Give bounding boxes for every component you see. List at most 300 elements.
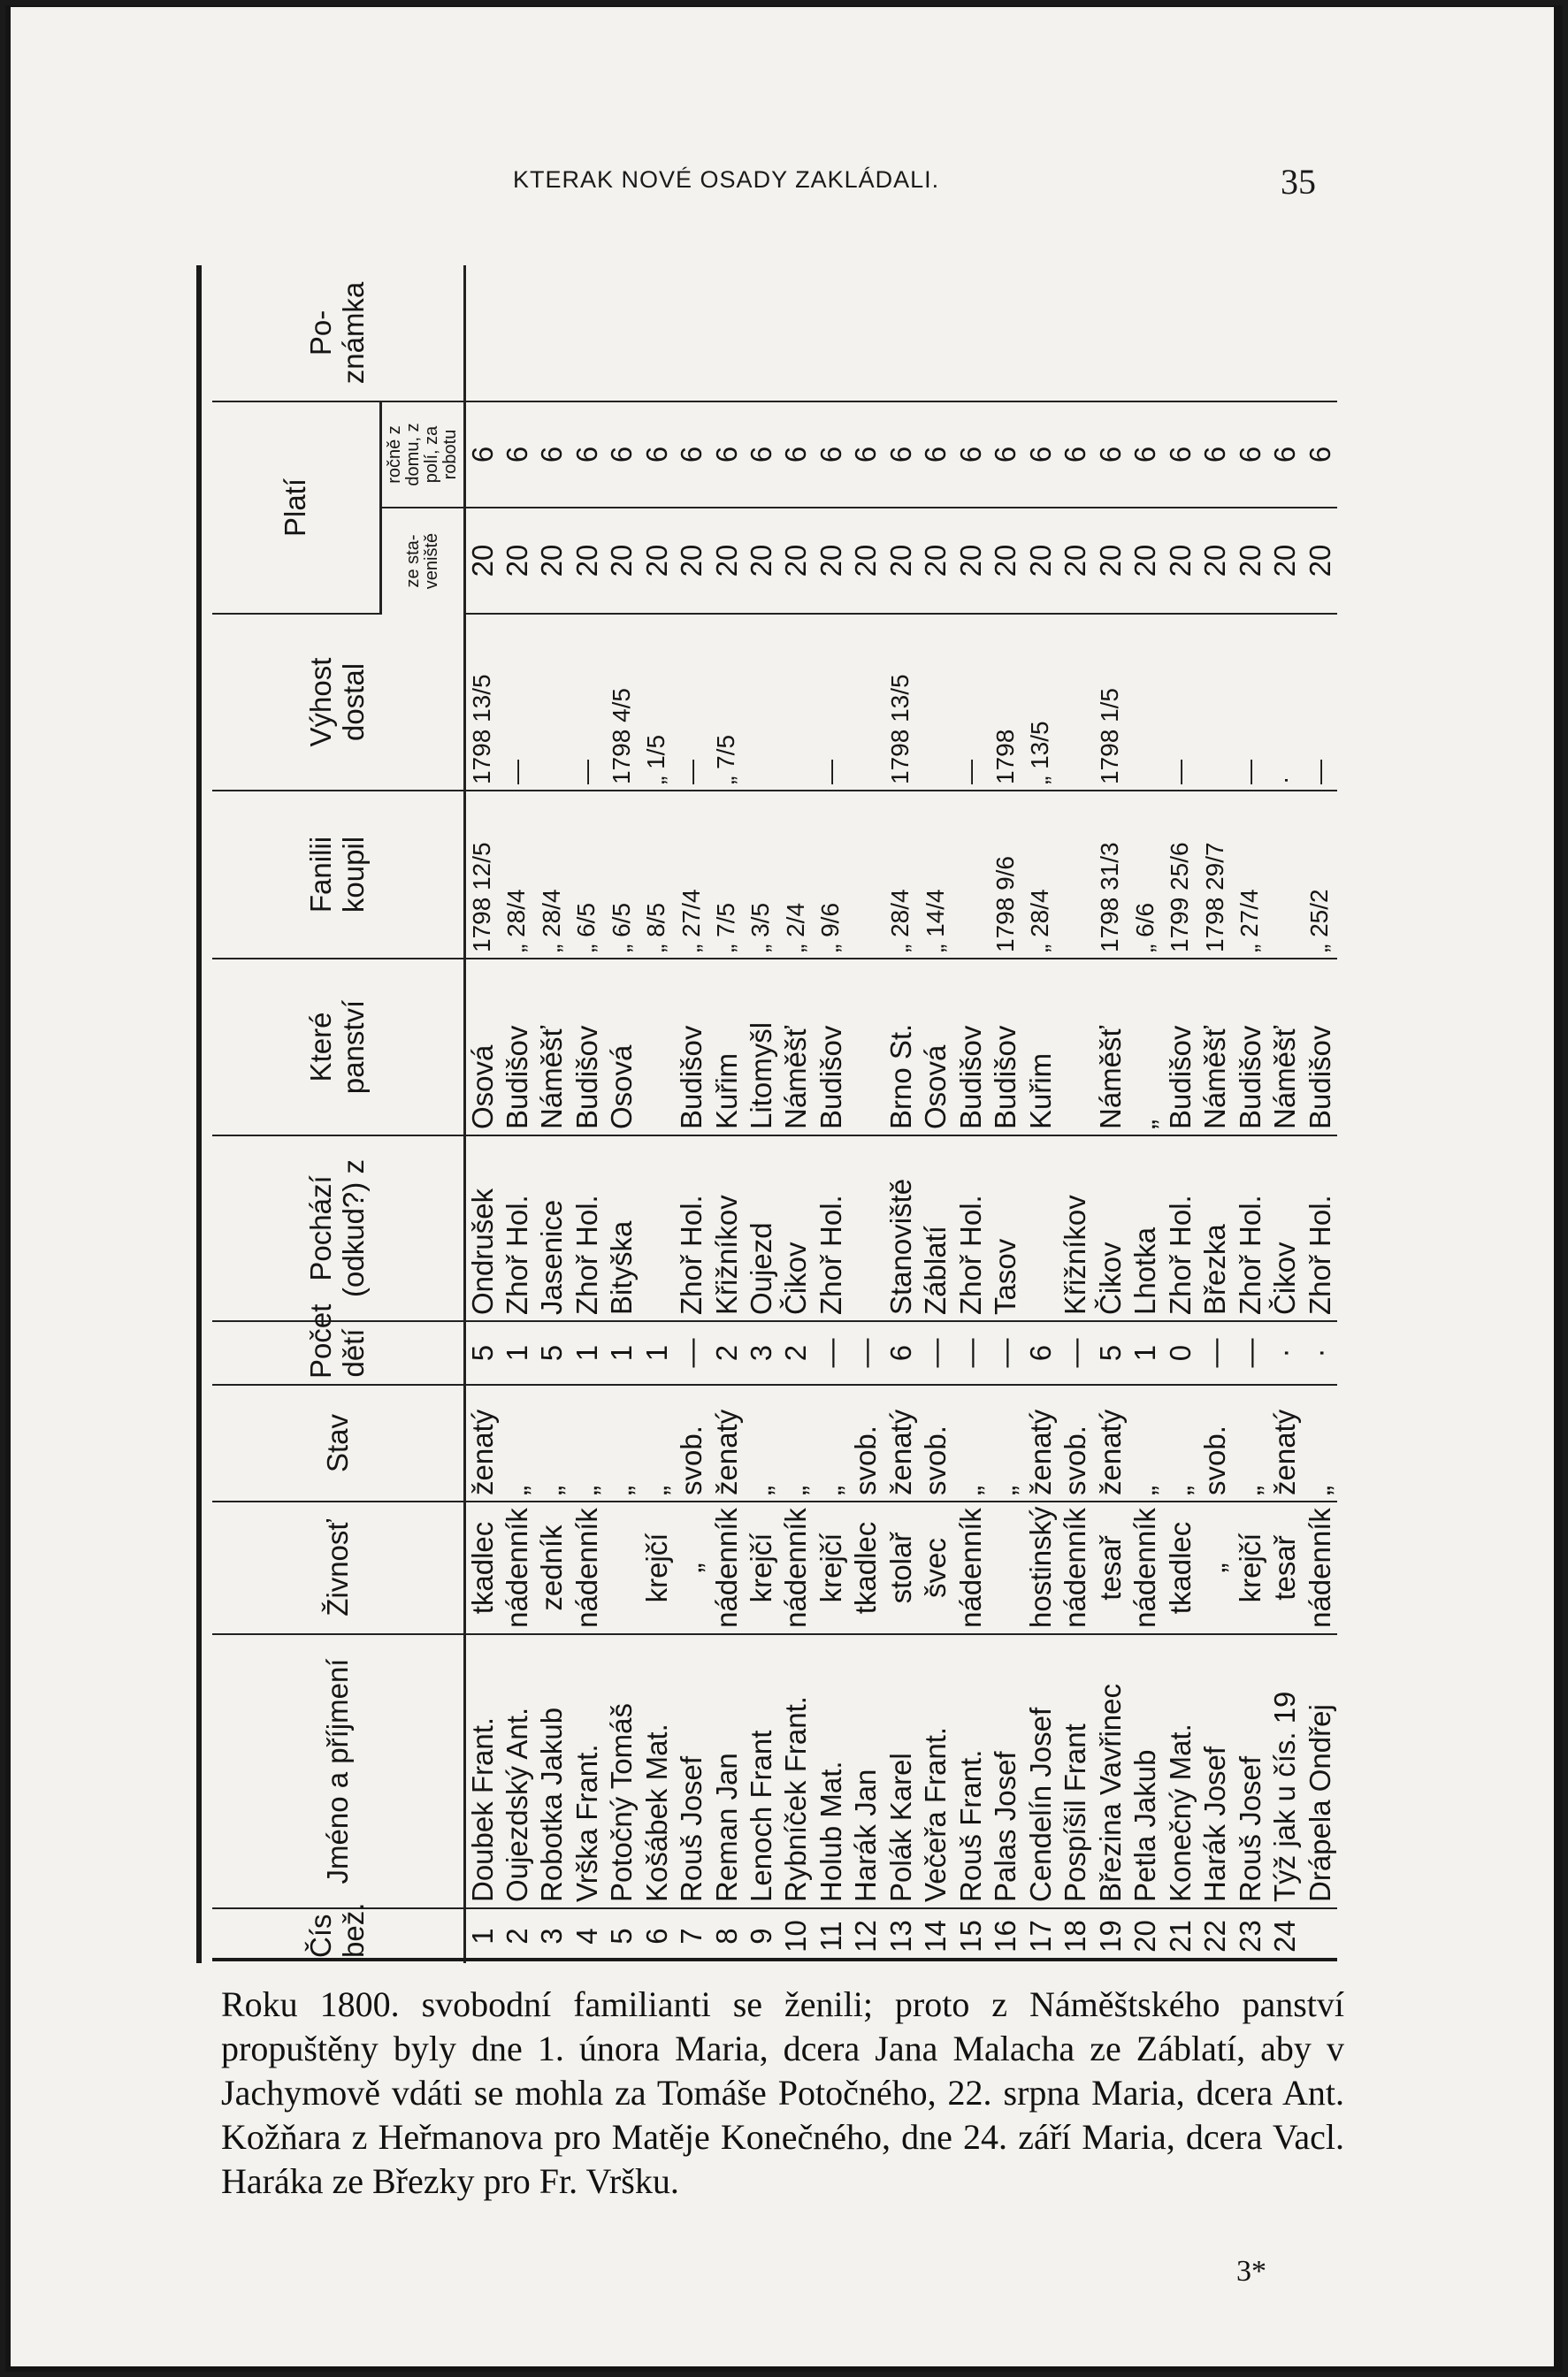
table-row: [1267, 265, 1302, 1963]
table-row: [464, 265, 499, 1963]
cell-zivnost: hostinský: [1023, 1502, 1058, 1634]
cell-plati-staveniste: 20: [778, 508, 813, 614]
cell-cis: 10: [779, 1920, 813, 1953]
cell-plati-staveniste: 20: [814, 508, 848, 614]
cell-familii: 1798 31/3: [1092, 791, 1127, 959]
cell-deti: —: [918, 1321, 952, 1385]
cell-familii: „ 6/5: [604, 791, 639, 959]
cell-plati-staveniste: 20: [534, 508, 569, 614]
cell-stav: „: [1162, 1385, 1197, 1502]
header-zivnost: Živnosť: [212, 1502, 464, 1634]
table-row: [848, 265, 883, 1963]
cell-plati-rocne: 6: [1232, 401, 1266, 508]
cell-cis: 20: [1128, 1920, 1162, 1953]
cell-plati-rocne: 6: [1023, 401, 1058, 508]
cell-zivnost: nádenník: [569, 1502, 603, 1634]
cell-plati-rocne: 6: [1128, 401, 1162, 508]
cell-poznamka: [1162, 265, 1197, 401]
cell-stav: svob.: [848, 1385, 883, 1502]
cell-stav: „: [1232, 1385, 1266, 1502]
cell-stav: „: [604, 1385, 639, 1502]
cell-familii: 1798 9/6: [988, 791, 1022, 959]
cell-pochazi: Zhoř Hol.: [1232, 1135, 1266, 1321]
cell-zivnost: krejčí: [1232, 1502, 1266, 1634]
cell-zivnost: tesař: [1092, 1502, 1127, 1634]
cell-poznamka: [953, 265, 988, 401]
cell-deti: —: [988, 1321, 1022, 1385]
cell-zivnost: nádenník: [1128, 1502, 1162, 1634]
cell-familii: „ 28/4: [883, 791, 918, 959]
cell-plati-rocne: 6: [778, 401, 813, 508]
header-plati-staveniste: ze sta-veniště: [380, 508, 464, 614]
header-jmeno: Jméno a příjmení: [212, 1634, 464, 1908]
cell-familii: „ 6/6: [1128, 791, 1162, 959]
cell-vyhost: 1798 13/5: [464, 614, 499, 791]
cell-plati-staveniste: 20: [569, 508, 603, 614]
cell-jmeno: Palas Josef: [988, 1634, 1022, 1908]
cell-plati-rocne: 6: [1267, 401, 1302, 508]
cell-plati-rocne: 6: [1058, 401, 1092, 508]
cell-zivnost: krejčí: [814, 1502, 848, 1634]
cell-cis: 13: [883, 1920, 917, 1953]
cell-cis: 17: [1023, 1920, 1057, 1953]
signature-mark: 3*: [1236, 2255, 1266, 2288]
cell-familii: „ 8/5: [639, 791, 673, 959]
cell-jmeno: Doubek Frant.: [464, 1634, 499, 1908]
table-row: [1162, 265, 1197, 1963]
cell-zivnost: švec: [918, 1502, 952, 1634]
cell-jmeno: Potočný Tomáš: [604, 1634, 639, 1908]
cell-zivnost: tkadlec: [848, 1502, 883, 1634]
cell-jmeno: Rouš Josef: [674, 1634, 708, 1908]
cell-poznamka: [814, 265, 848, 401]
cell-vyhost: „ 7/5: [708, 614, 743, 791]
cell-pochazi: [848, 1135, 883, 1321]
cell-plati-staveniste: 20: [1302, 508, 1337, 614]
cell-vyhost: [848, 614, 883, 791]
header-stav: Stav: [212, 1385, 464, 1502]
cell-cis: [1302, 1908, 1337, 1963]
cell-jmeno: Cendelín Josef: [1023, 1634, 1058, 1908]
cell-familii: [953, 791, 988, 959]
table-top-rule: [196, 265, 202, 1963]
cell-panstvi: [639, 959, 673, 1135]
cell-vyhost: [1058, 614, 1092, 791]
cell-poznamka: [464, 265, 499, 401]
cell-poznamka: [848, 265, 883, 401]
cell-plati-staveniste: 20: [1267, 508, 1302, 614]
cell-deti: —: [814, 1321, 848, 1385]
cell-pochazi: Zhoř Hol.: [1162, 1135, 1197, 1321]
cell-poznamka: [1058, 265, 1092, 401]
cell-poznamka: [778, 265, 813, 401]
cell-cis: 15: [953, 1920, 987, 1953]
cell-panstvi: Litomyšl: [744, 959, 778, 1135]
cell-cis: 8: [709, 1928, 743, 1945]
cell-poznamka: [1092, 265, 1127, 401]
cell-vyhost: —: [1302, 614, 1337, 791]
cell-familii: „ 7/5: [708, 791, 743, 959]
cell-plati-staveniste: 20: [1232, 508, 1266, 614]
cell-familii: „ 3/5: [744, 791, 778, 959]
cell-poznamka: [604, 265, 639, 401]
cell-stav: ženatý: [708, 1385, 743, 1502]
cell-panstvi: Kuřim: [1023, 959, 1058, 1135]
cell-cis: 4: [570, 1928, 603, 1945]
cell-plati-staveniste: 20: [848, 508, 883, 614]
rotated-table: [212, 265, 1337, 1963]
cell-stav: svob.: [674, 1385, 708, 1502]
cell-jmeno: Holub Mat.: [814, 1634, 848, 1908]
cell-pochazi: Zhoř Hol.: [1302, 1135, 1337, 1321]
cell-zivnost: nádenník: [499, 1502, 533, 1634]
cell-pochazi: [639, 1135, 673, 1321]
table-row: [1092, 265, 1127, 1963]
table-row: [708, 265, 743, 1963]
cell-deti: 5: [534, 1321, 569, 1385]
cell-zivnost: nádenník: [778, 1502, 813, 1634]
cell-deti: 6: [883, 1321, 918, 1385]
cell-cis: 11: [814, 1921, 847, 1952]
cell-panstvi: [848, 959, 883, 1135]
cell-pochazi: Ondrušek: [464, 1135, 499, 1321]
cell-deti: —: [1232, 1321, 1266, 1385]
cell-panstvi: Brno St.: [883, 959, 918, 1135]
cell-cis: 24: [1268, 1920, 1302, 1953]
cell-jmeno: Večeřa Frant.: [918, 1634, 952, 1908]
cell-stav: svob.: [918, 1385, 952, 1502]
table-row: [639, 265, 673, 1963]
table-body: [464, 265, 1337, 1963]
header-plati-rocne: ročně z domu, z polí, za robotu: [380, 401, 464, 508]
header-panstvi: Které panství: [212, 959, 464, 1135]
cell-pochazi: [1023, 1135, 1058, 1321]
cell-plati-staveniste: 20: [639, 508, 673, 614]
cell-familii: [848, 791, 883, 959]
table-row: [604, 265, 639, 1963]
cell-deti: 5: [1092, 1321, 1127, 1385]
cell-plati-rocne: 6: [639, 401, 673, 508]
cell-plati-staveniste: 20: [953, 508, 988, 614]
cell-pochazi: Křižníkov: [1058, 1135, 1092, 1321]
familiants-table: [212, 265, 1337, 1963]
cell-deti: 0: [1162, 1321, 1197, 1385]
cell-panstvi: Náměšť: [778, 959, 813, 1135]
table-bottom-rule: [212, 1958, 1337, 1961]
cell-zivnost: „: [1197, 1502, 1232, 1634]
cell-panstvi: Budišov: [814, 959, 848, 1135]
cell-stav: „: [1302, 1385, 1337, 1502]
cell-poznamka: [499, 265, 533, 401]
cell-vyhost: —: [674, 614, 708, 791]
cell-cis: 5: [605, 1928, 639, 1945]
table-row: [953, 265, 988, 1963]
cell-zivnost: „: [674, 1502, 708, 1634]
cell-zivnost: [604, 1502, 639, 1634]
cell-stav: ženatý: [1023, 1385, 1058, 1502]
cell-panstvi: „: [1128, 959, 1162, 1135]
table-row: [988, 265, 1022, 1963]
cell-plati-staveniste: 20: [1197, 508, 1232, 614]
cell-familii: „ 28/4: [499, 791, 533, 959]
cell-zivnost: [988, 1502, 1022, 1634]
cell-plati-rocne: 6: [1162, 401, 1197, 508]
cell-vyhost: [778, 614, 813, 791]
cell-deti: 5: [464, 1321, 499, 1385]
cell-zivnost: zedník: [534, 1502, 569, 1634]
cell-plati-staveniste: 20: [988, 508, 1022, 614]
cell-zivnost: tkadlec: [1162, 1502, 1197, 1634]
cell-plati-staveniste: 20: [883, 508, 918, 614]
cell-pochazi: Čikov: [1267, 1135, 1302, 1321]
cell-familii: [1058, 791, 1092, 959]
cell-plati-rocne: 6: [604, 401, 639, 508]
cell-stav: „: [569, 1385, 603, 1502]
cell-vyhost: „ 13/5: [1023, 614, 1058, 791]
cell-familii: „ 28/4: [534, 791, 569, 959]
table-row: [1232, 265, 1266, 1963]
cell-panstvi: Náměšť: [1197, 959, 1232, 1135]
cell-jmeno: Košábek Mat.: [639, 1634, 673, 1908]
cell-familii: 1798 29/7: [1197, 791, 1232, 959]
cell-familii: „ 28/4: [1023, 791, 1058, 959]
table-row: [1058, 265, 1092, 1963]
cell-pochazi: Záblatí: [918, 1135, 952, 1321]
cell-zivnost: nádenník: [953, 1502, 988, 1634]
cell-plati-staveniste: 20: [604, 508, 639, 614]
table-row: [744, 265, 778, 1963]
cell-plati-rocne: 6: [744, 401, 778, 508]
table-row: [1302, 265, 1337, 1963]
cell-stav: „: [499, 1385, 533, 1502]
body-paragraph: Roku 1800. svobodní familianti se ženili; proto z Náměštského panství propuštěny byly dne 1. února Maria, dcera Jana Malacha ze Záblatí, aby v Jachymově vdáti se mohla za Tomáše Potočného, 22. srpna Maria, dcera Ant. Kožňara z Heřmanova pro Matěje Konečného, dne 24. září Maria, dcera Vacl. Haráka ze Březky pro Fr. Vršku.: [221, 1984, 1344, 2201]
cell-familii: „ 6/5: [569, 791, 603, 959]
table-row: [918, 265, 952, 1963]
cell-familii: 1798 12/5: [464, 791, 499, 959]
cell-pochazi: Zhoř Hol.: [814, 1135, 848, 1321]
cell-poznamka: [1302, 265, 1337, 401]
cell-deti: 1: [604, 1321, 639, 1385]
header-poznamka: Po-známka: [212, 265, 464, 401]
cell-panstvi: [1058, 959, 1092, 1135]
table-row: [569, 265, 603, 1963]
header-pocet-deti: Počet dětí: [212, 1321, 464, 1385]
cell-jmeno: Konečný Mat.: [1162, 1634, 1197, 1908]
cell-stav: „: [814, 1385, 848, 1502]
cell-stav: „: [534, 1385, 569, 1502]
cell-cis: 14: [919, 1920, 952, 1953]
cell-plati-rocne: 6: [1092, 401, 1127, 508]
cell-pochazi: Tasov: [988, 1135, 1022, 1321]
cell-deti: 1: [639, 1321, 673, 1385]
cell-cis: 21: [1163, 1920, 1197, 1953]
table-row: [778, 265, 813, 1963]
cell-jmeno: Polák Karel: [883, 1634, 918, 1908]
cell-jmeno: Oujezdský Ant.: [499, 1634, 533, 1908]
cell-familii: „ 9/6: [814, 791, 848, 959]
cell-jmeno: Reman Jan: [708, 1634, 743, 1908]
cell-stav: „: [953, 1385, 988, 1502]
cell-poznamka: [639, 265, 673, 401]
header-vyhost: Výhost dostal: [212, 614, 464, 791]
cell-deti: 3: [744, 1321, 778, 1385]
running-head: KTERAK NOVÉ OSADY ZAKLÁDALI.: [513, 166, 940, 193]
cell-plati-staveniste: 20: [744, 508, 778, 614]
cell-stav: ženatý: [1267, 1385, 1302, 1502]
header-plati: Platí: [212, 401, 380, 614]
cell-plati-rocne: 6: [464, 401, 499, 508]
cell-poznamka: [569, 265, 603, 401]
cell-plati-staveniste: 20: [1092, 508, 1127, 614]
table-row: [1128, 265, 1162, 1963]
cell-vyhost: „ 1/5: [639, 614, 673, 791]
cell-plati-rocne: 6: [708, 401, 743, 508]
cell-pochazi: Bityška: [604, 1135, 639, 1321]
cell-vyhost: —: [1162, 614, 1197, 791]
cell-jmeno: Harák Josef: [1197, 1634, 1232, 1908]
cell-zivnost: tkadlec: [464, 1502, 499, 1634]
cell-panstvi: Kuřim: [708, 959, 743, 1135]
cell-plati-rocne: 6: [534, 401, 569, 508]
cell-stav: ženatý: [1092, 1385, 1127, 1502]
cell-poznamka: [1232, 265, 1266, 401]
cell-cis: 9: [744, 1928, 777, 1945]
cell-vyhost: 1798 4/5: [604, 614, 639, 791]
cell-cis: 23: [1233, 1920, 1266, 1953]
table-row: [674, 265, 708, 1963]
cell-plati-staveniste: 20: [464, 508, 499, 614]
cell-vyhost: —: [499, 614, 533, 791]
cell-poznamka: [1128, 265, 1162, 401]
cell-vyhost: ·: [1267, 614, 1302, 791]
cell-deti: —: [848, 1321, 883, 1385]
cell-familii: „ 14/4: [918, 791, 952, 959]
cell-familii: „ 25/2: [1302, 791, 1337, 959]
cell-cis: 19: [1093, 1920, 1127, 1953]
cell-deti: —: [674, 1321, 708, 1385]
cell-zivnost: nádenník: [1302, 1502, 1337, 1634]
cell-panstvi: Budišov: [674, 959, 708, 1135]
cell-jmeno: Březina Vavřinec: [1092, 1634, 1127, 1908]
cell-cis: 7: [675, 1928, 708, 1945]
cell-panstvi: Budišov: [569, 959, 603, 1135]
table-row: [883, 265, 918, 1963]
cell-panstvi: Osová: [918, 959, 952, 1135]
cell-panstvi: Budišov: [988, 959, 1022, 1135]
cell-zivnost: stolař: [883, 1502, 918, 1634]
cell-cis: 2: [500, 1928, 533, 1945]
cell-vyhost: [918, 614, 952, 791]
page-number: 35: [1281, 162, 1316, 202]
cell-pochazi: Březka: [1197, 1135, 1232, 1321]
cell-jmeno: Rouš Frant.: [953, 1634, 988, 1908]
cell-deti: ·: [1267, 1321, 1302, 1385]
cell-pochazi: Křižníkov: [708, 1135, 743, 1321]
cell-zivnost: krejčí: [744, 1502, 778, 1634]
cell-jmeno: Petla Jakub: [1128, 1634, 1162, 1908]
cell-zivnost: krejčí: [639, 1502, 673, 1634]
cell-stav: ženatý: [464, 1385, 499, 1502]
cell-zivnost: nádenník: [708, 1502, 743, 1634]
cell-zivnost: tesař: [1267, 1502, 1302, 1634]
cell-cis: 22: [1198, 1920, 1232, 1953]
cell-panstvi: Osová: [604, 959, 639, 1135]
cell-pochazi: Stanoviště: [883, 1135, 918, 1321]
cell-poznamka: [744, 265, 778, 401]
cell-vyhost: [744, 614, 778, 791]
cell-stav: svob.: [1197, 1385, 1232, 1502]
cell-poznamka: [1023, 265, 1058, 401]
cell-panstvi: Náměšť: [534, 959, 569, 1135]
cell-plati-staveniste: 20: [1162, 508, 1197, 614]
cell-familii: [1267, 791, 1302, 959]
header-familii: Fanilii koupil: [212, 791, 464, 959]
cell-stav: svob.: [1058, 1385, 1092, 1502]
cell-cis: 18: [1059, 1920, 1092, 1953]
cell-familii: 1799 25/6: [1162, 791, 1197, 959]
cell-plati-staveniste: 20: [674, 508, 708, 614]
cell-deti: —: [1058, 1321, 1092, 1385]
cell-poznamka: [988, 265, 1022, 401]
cell-panstvi: Budišov: [1232, 959, 1266, 1135]
cell-familii: „ 27/4: [674, 791, 708, 959]
cell-panstvi: Budišov: [1302, 959, 1337, 1135]
cell-deti: ·: [1302, 1321, 1337, 1385]
cell-cis: 1: [465, 1928, 499, 1945]
table-row: [499, 265, 533, 1963]
cell-plati-rocne: 6: [918, 401, 952, 508]
cell-vyhost: —: [814, 614, 848, 791]
cell-jmeno: Lenoch Frant: [744, 1634, 778, 1908]
cell-deti: —: [953, 1321, 988, 1385]
rotated-table-area: [212, 265, 1337, 1963]
cell-jmeno: Týž jak u čís. 19: [1267, 1634, 1302, 1908]
header-cis: Čís bež.: [212, 1908, 464, 1963]
cell-plati-rocne: 6: [1197, 401, 1232, 508]
cell-deti: 1: [569, 1321, 603, 1385]
cell-plati-staveniste: 20: [499, 508, 533, 614]
cell-stav: „: [988, 1385, 1022, 1502]
cell-cis: 16: [989, 1920, 1022, 1953]
cell-panstvi: Náměšť: [1092, 959, 1127, 1135]
cell-plati-staveniste: 20: [1058, 508, 1092, 614]
cell-jmeno: Pospíšil Frant: [1058, 1634, 1092, 1908]
cell-plati-staveniste: 20: [1128, 508, 1162, 614]
cell-panstvi: Budišov: [499, 959, 533, 1135]
cell-poznamka: [883, 265, 918, 401]
cell-plati-staveniste: 20: [708, 508, 743, 614]
cell-stav: „: [1128, 1385, 1162, 1502]
cell-plati-staveniste: 20: [1023, 508, 1058, 614]
cell-jmeno: Drápela Ondřej: [1302, 1634, 1337, 1908]
cell-vyhost: [534, 614, 569, 791]
cell-plati-staveniste: 20: [918, 508, 952, 614]
cell-jmeno: Vrška Frant.: [569, 1634, 603, 1908]
table-row: [814, 265, 848, 1963]
cell-stav: „: [778, 1385, 813, 1502]
cell-cis: 3: [535, 1928, 569, 1945]
header-pochazi: Pochází (odkud?) z: [212, 1135, 464, 1321]
cell-deti: —: [1197, 1321, 1232, 1385]
cell-familii: „ 27/4: [1232, 791, 1266, 959]
cell-jmeno: Harák Jan: [848, 1634, 883, 1908]
table-row: [534, 265, 569, 1963]
cell-cis: 6: [639, 1928, 673, 1945]
cell-deti: 1: [499, 1321, 533, 1385]
cell-pochazi: Čikov: [778, 1135, 813, 1321]
cell-poznamka: [534, 265, 569, 401]
cell-pochazi: Zhoř Hol.: [569, 1135, 603, 1321]
